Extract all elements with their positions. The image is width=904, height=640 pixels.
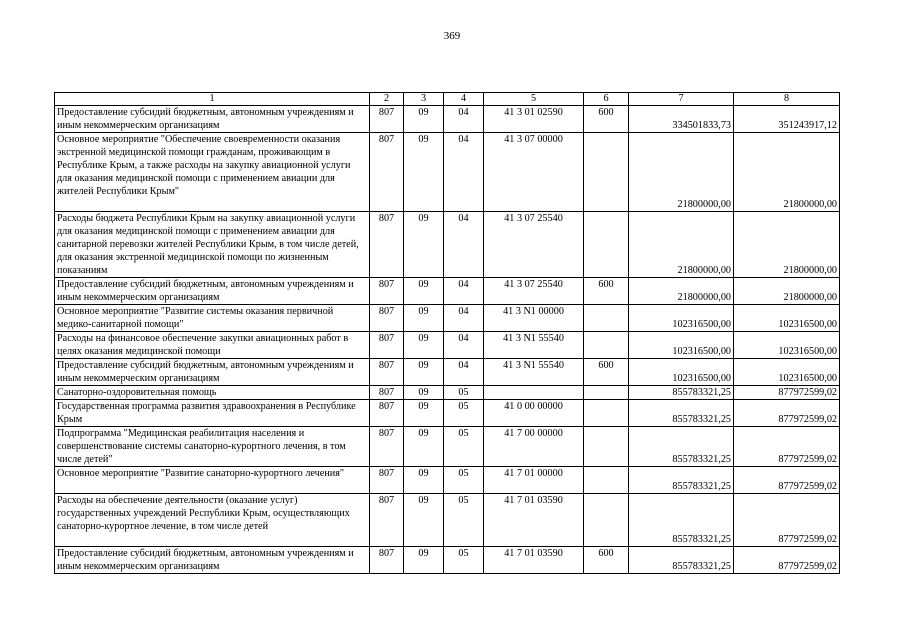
row-name-cell: Государственная программа развития здравоохранения в Республике Крым [55, 400, 370, 427]
expense-type-cell [584, 494, 629, 547]
subsection-cell: 04 [444, 133, 484, 212]
amount-year1-cell: 855783321,25 [629, 427, 734, 467]
amount-year2-cell: 877972599,02 [734, 400, 840, 427]
target-article-cell: 41 0 00 00000 [484, 400, 584, 427]
subsection-cell: 04 [444, 278, 484, 305]
header-cell: 4 [444, 93, 484, 106]
page-number: 369 [443, 30, 461, 42]
amount-year1-cell: 855783321,25 [629, 547, 734, 574]
table-row [55, 547, 840, 574]
amount-year1-cell: 855783321,25 [629, 400, 734, 427]
target-article-cell: 41 7 01 03590 [484, 494, 584, 547]
expense-type-cell [584, 427, 629, 467]
subsection-cell: 04 [444, 305, 484, 332]
target-article-cell: 41 7 01 03590 [484, 547, 584, 574]
amount-year1-cell: 855783321,25 [629, 467, 734, 494]
header-cell: 6 [584, 93, 629, 106]
table-row [55, 386, 840, 400]
subsection-cell: 04 [444, 332, 484, 359]
amount-year1-cell: 855783321,25 [629, 386, 734, 400]
section-cell: 09 [404, 305, 444, 332]
row-name-cell: Предоставление субсидий бюджетным, автономным учреждениям и иным некоммерческим организациям [55, 359, 370, 386]
budget-table [54, 92, 840, 574]
table-row [55, 106, 840, 133]
admin-code-cell: 807 [370, 467, 404, 494]
section-cell: 09 [404, 212, 444, 278]
header-cell: 5 [484, 93, 584, 106]
admin-code-cell: 807 [370, 400, 404, 427]
admin-code-cell: 807 [370, 359, 404, 386]
header-cell: 3 [404, 93, 444, 106]
subsection-cell: 04 [444, 212, 484, 278]
target-article-cell: 41 3 01 02590 [484, 106, 584, 133]
amount-year2-cell: 877972599,02 [734, 494, 840, 547]
section-cell: 09 [404, 133, 444, 212]
expense-type-cell [584, 332, 629, 359]
admin-code-cell: 807 [370, 427, 404, 467]
admin-code-cell: 807 [370, 494, 404, 547]
expense-type-cell [584, 386, 629, 400]
amount-year2-cell: 102316500,00 [734, 305, 840, 332]
admin-code-cell: 807 [370, 133, 404, 212]
target-article-cell: 41 7 00 00000 [484, 427, 584, 467]
table-row [55, 212, 840, 278]
target-article-cell: 41 3 07 25540 [484, 278, 584, 305]
section-cell: 09 [404, 359, 444, 386]
table-row [55, 332, 840, 359]
target-article-cell: 41 3 07 00000 [484, 133, 584, 212]
amount-year2-cell: 877972599,02 [734, 427, 840, 467]
admin-code-cell: 807 [370, 386, 404, 400]
admin-code-cell: 807 [370, 212, 404, 278]
expense-type-cell [584, 467, 629, 494]
subsection-cell: 05 [444, 386, 484, 400]
amount-year1-cell: 21800000,00 [629, 212, 734, 278]
section-cell: 09 [404, 386, 444, 400]
expense-type-cell: 600 [584, 547, 629, 574]
table-row [55, 400, 840, 427]
amount-year2-cell: 102316500,00 [734, 359, 840, 386]
amount-year1-cell: 334501833,73 [629, 106, 734, 133]
row-name-cell: Расходы на финансовое обеспечение закупки авиационных работ в целях оказания медицинской помощи [55, 332, 370, 359]
section-cell: 09 [404, 106, 444, 133]
amount-year1-cell: 21800000,00 [629, 133, 734, 212]
expense-type-cell [584, 305, 629, 332]
table-row [55, 494, 840, 547]
expense-type-cell: 600 [584, 359, 629, 386]
table-row [55, 278, 840, 305]
amount-year2-cell: 877972599,02 [734, 386, 840, 400]
target-article-cell: 41 3 N1 55540 [484, 359, 584, 386]
target-article-cell [484, 386, 584, 400]
section-cell: 09 [404, 494, 444, 547]
amount-year1-cell: 21800000,00 [629, 278, 734, 305]
row-name-cell: Предоставление субсидий бюджетным, автономным учреждениям и иным некоммерческим организациям [55, 547, 370, 574]
subsection-cell: 05 [444, 494, 484, 547]
target-article-cell: 41 3 N1 55540 [484, 332, 584, 359]
amount-year2-cell: 877972599,02 [734, 547, 840, 574]
section-cell: 09 [404, 547, 444, 574]
row-name-cell: Основное мероприятие "Развитие санаторно-курортного лечения" [55, 467, 370, 494]
expense-type-cell [584, 400, 629, 427]
header-cell: 7 [629, 93, 734, 106]
admin-code-cell: 807 [370, 106, 404, 133]
amount-year2-cell: 21800000,00 [734, 133, 840, 212]
amount-year2-cell: 21800000,00 [734, 278, 840, 305]
subsection-cell: 05 [444, 400, 484, 427]
expense-type-cell: 600 [584, 278, 629, 305]
section-cell: 09 [404, 467, 444, 494]
amount-year2-cell: 351243917,12 [734, 106, 840, 133]
row-name-cell: Основное мероприятие "Обеспечение своевременности оказания экстренной медицинской помощи гражданам, проживающим в Республике Крым, а также расходы на закупку авиационной услуги для оказания медицинской помощи с применением авиации для жителей Республики Крым" [55, 133, 370, 212]
section-cell: 09 [404, 400, 444, 427]
subsection-cell: 05 [444, 427, 484, 467]
header-cell: 1 [55, 93, 370, 106]
table-row [55, 359, 840, 386]
amount-year2-cell: 21800000,00 [734, 212, 840, 278]
admin-code-cell: 807 [370, 547, 404, 574]
section-cell: 09 [404, 332, 444, 359]
subsection-cell: 04 [444, 359, 484, 386]
table-row [55, 133, 840, 212]
amount-year1-cell: 102316500,00 [629, 332, 734, 359]
expense-type-cell [584, 212, 629, 278]
admin-code-cell: 807 [370, 332, 404, 359]
admin-code-cell: 807 [370, 305, 404, 332]
amount-year1-cell: 102316500,00 [629, 359, 734, 386]
target-article-cell: 41 7 01 00000 [484, 467, 584, 494]
row-name-cell: Предоставление субсидий бюджетным, автономным учреждениям и иным некоммерческим организациям [55, 106, 370, 133]
row-name-cell: Предоставление субсидий бюджетным, автономным учреждениям и иным некоммерческим организациям [55, 278, 370, 305]
subsection-cell: 04 [444, 106, 484, 133]
row-name-cell: Расходы бюджета Республики Крым на закупку авиационной услуги для оказания медицинской помощи с применением авиации для санитарной перевозки жителей Республики Крым, в том числе детей, для оказания экстренной медицинской помощи по жизненным показаниям [55, 212, 370, 278]
expense-type-cell [584, 133, 629, 212]
table-row [55, 467, 840, 494]
subsection-cell: 05 [444, 467, 484, 494]
subsection-cell: 05 [444, 547, 484, 574]
row-name-cell: Основное мероприятие "Развитие системы оказания первичной медико-санитарной помощи" [55, 305, 370, 332]
target-article-cell: 41 3 N1 00000 [484, 305, 584, 332]
amount-year1-cell: 102316500,00 [629, 305, 734, 332]
header-row [55, 93, 840, 106]
header-cell: 2 [370, 93, 404, 106]
amount-year2-cell: 102316500,00 [734, 332, 840, 359]
target-article-cell: 41 3 07 25540 [484, 212, 584, 278]
row-name-cell: Санаторно-оздоровительная помощь [55, 386, 370, 400]
section-cell: 09 [404, 278, 444, 305]
table-row [55, 305, 840, 332]
amount-year1-cell: 855783321,25 [629, 494, 734, 547]
row-name-cell: Расходы на обеспечение деятельности (оказание услуг) государственных учреждений Республики Крым, осуществляющих санаторно-курортное лечение, в том числе детей [55, 494, 370, 547]
table-row [55, 427, 840, 467]
admin-code-cell: 807 [370, 278, 404, 305]
header-cell: 8 [734, 93, 840, 106]
row-name-cell: Подпрограмма "Медицинская реабилитация населения и совершенствование системы санаторно-курортного лечения, в том числе детей" [55, 427, 370, 467]
expense-type-cell: 600 [584, 106, 629, 133]
section-cell: 09 [404, 427, 444, 467]
amount-year2-cell: 877972599,02 [734, 467, 840, 494]
